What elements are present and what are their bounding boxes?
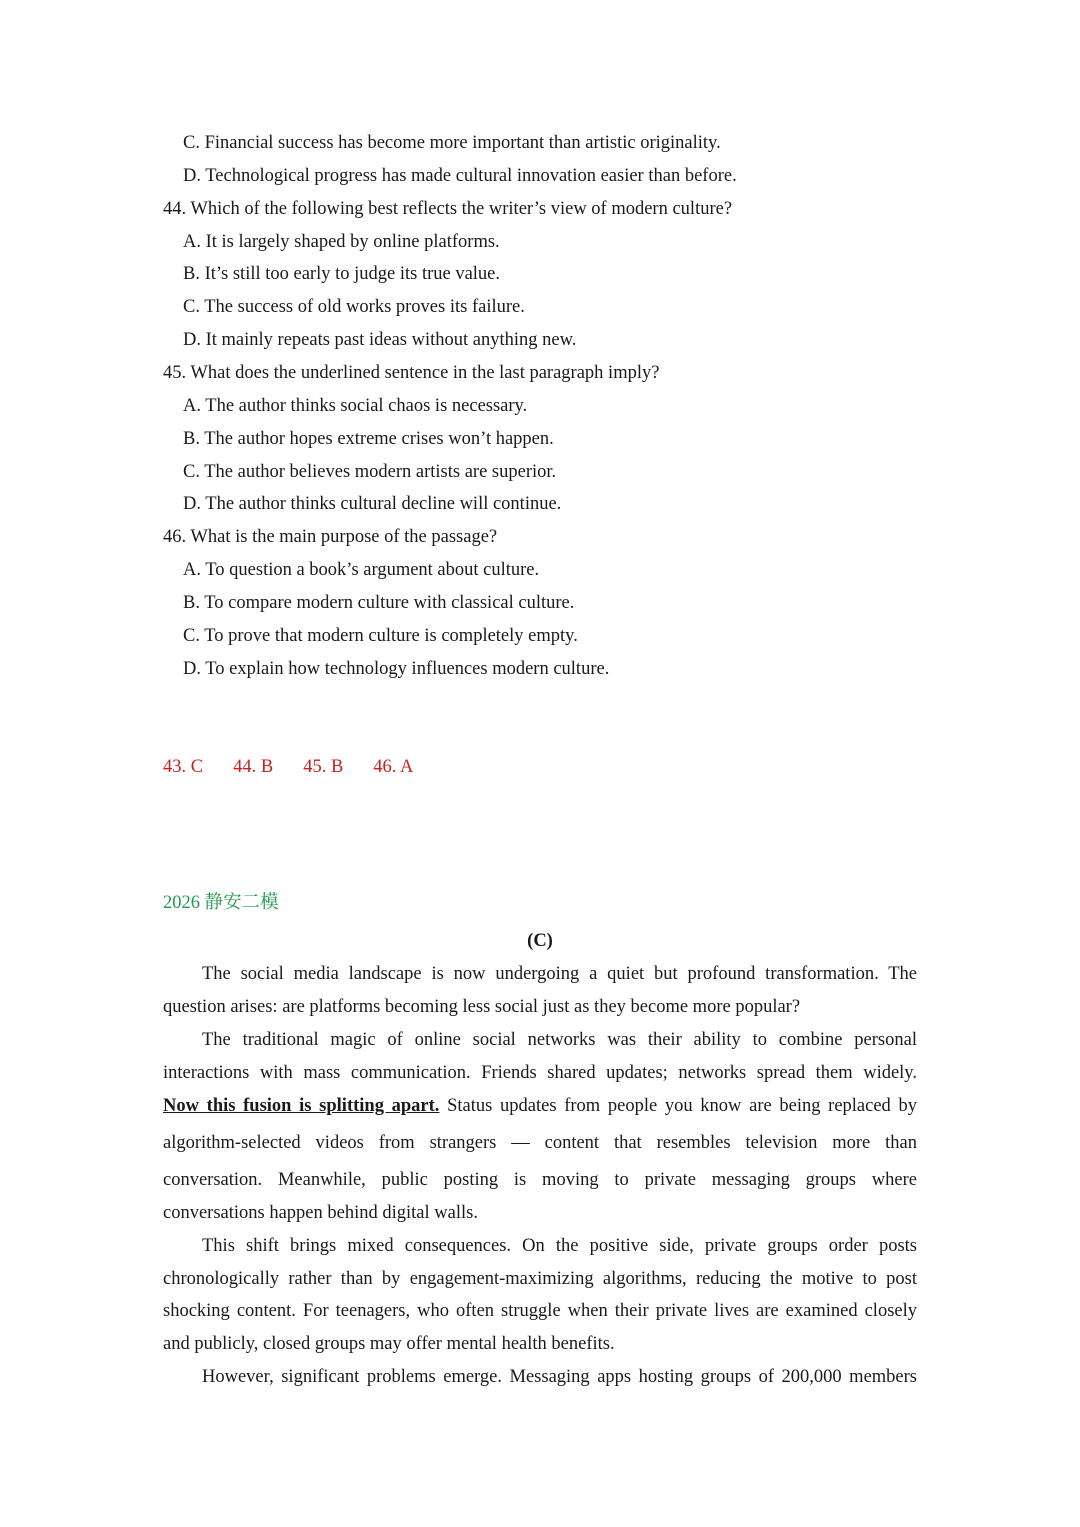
q44-stem: 44. Which of the following best reflects the writer’s view of modern culture? xyxy=(163,199,733,219)
q44-option-b: B. It’s still too early to judge its true value. xyxy=(183,264,501,284)
q46-option-b: B. To compare modern culture with classical culture. xyxy=(183,593,575,613)
p1-line-1: The social media landscape is now undergoing a quiet but profound transformation. The xyxy=(202,964,917,984)
q46-stem: 46. What is the main purpose of the passage? xyxy=(163,527,498,547)
q44-option-d: D. It mainly repeats past ideas without anything new. xyxy=(183,330,577,350)
answer-43: 43. C xyxy=(163,757,204,777)
q45-stem: 45. What does the underlined sentence in the last paragraph imply? xyxy=(163,363,660,383)
p3-line-2: chronologically rather than by engagement-maximizing algorithms, reducing the motive to post xyxy=(163,1269,917,1289)
q46-option-a: A. To question a book’s argument about culture. xyxy=(183,560,540,580)
p2-line-1: The traditional magic of online social networks was their ability to combine personal xyxy=(202,1030,917,1050)
p2-line-3 xyxy=(163,1094,917,1118)
p3-line-1: This shift brings mixed consequences. On the positive side, private groups order posts xyxy=(202,1236,917,1256)
p2-line-5: conversation. Meanwhile, public posting is moving to private messaging groups where xyxy=(163,1170,917,1190)
q45-option-b: B. The author hopes extreme crises won’t happen. xyxy=(183,429,554,449)
q46-option-d: D. To explain how technology influences modern culture. xyxy=(183,659,610,679)
q44-option-a: A. It is largely shaped by online platforms. xyxy=(183,232,500,252)
answer-46: 46. A xyxy=(373,757,414,777)
q44-option-c: C. The success of old works proves its failure. xyxy=(183,297,525,317)
underlined-sentence: Now this fusion is splitting apart. xyxy=(163,1096,440,1116)
p4-line-1: However, significant problems emerge. Messaging apps hosting groups of 200,000 members xyxy=(202,1367,917,1387)
answer-45: 45. B xyxy=(303,757,344,777)
p2-line-3-rest: Status updates from people you know are being replaced by xyxy=(439,1096,917,1116)
answer-key xyxy=(163,755,443,779)
q45-option-c: C. The author believes modern artists are superior. xyxy=(183,462,557,482)
p3-line-3: shocking content. For teenagers, who often struggle when their private lives are examined closely xyxy=(163,1301,917,1321)
q45-option-a: A. The author thinks social chaos is necessary. xyxy=(183,396,528,416)
p1-line-2: question arises: are platforms becoming less social just as they become more popular? xyxy=(163,997,801,1017)
p3-line-4: and publicly, closed groups may offer mental health benefits. xyxy=(163,1334,615,1354)
q45-option-d: D. The author thinks cultural decline will continue. xyxy=(183,494,562,514)
p2-line-6: conversations happen behind digital walls. xyxy=(163,1203,478,1223)
p2-line-2: interactions with mass communication. Friends shared updates; networks spread them widely. xyxy=(163,1063,917,1083)
answer-44: 44. B xyxy=(233,757,274,777)
q43-option-c: C. Financial success has become more important than artistic originality. xyxy=(183,133,721,153)
source-label: 2026 静安二模 xyxy=(163,893,279,913)
passage-title: (C) xyxy=(527,931,553,951)
q43-option-d: D. Technological progress has made cultural innovation easier than before. xyxy=(183,166,737,186)
q46-option-c: C. To prove that modern culture is completely empty. xyxy=(183,626,578,646)
p2-line-4: algorithm-selected videos from strangers — content that resembles television more than xyxy=(163,1133,917,1153)
